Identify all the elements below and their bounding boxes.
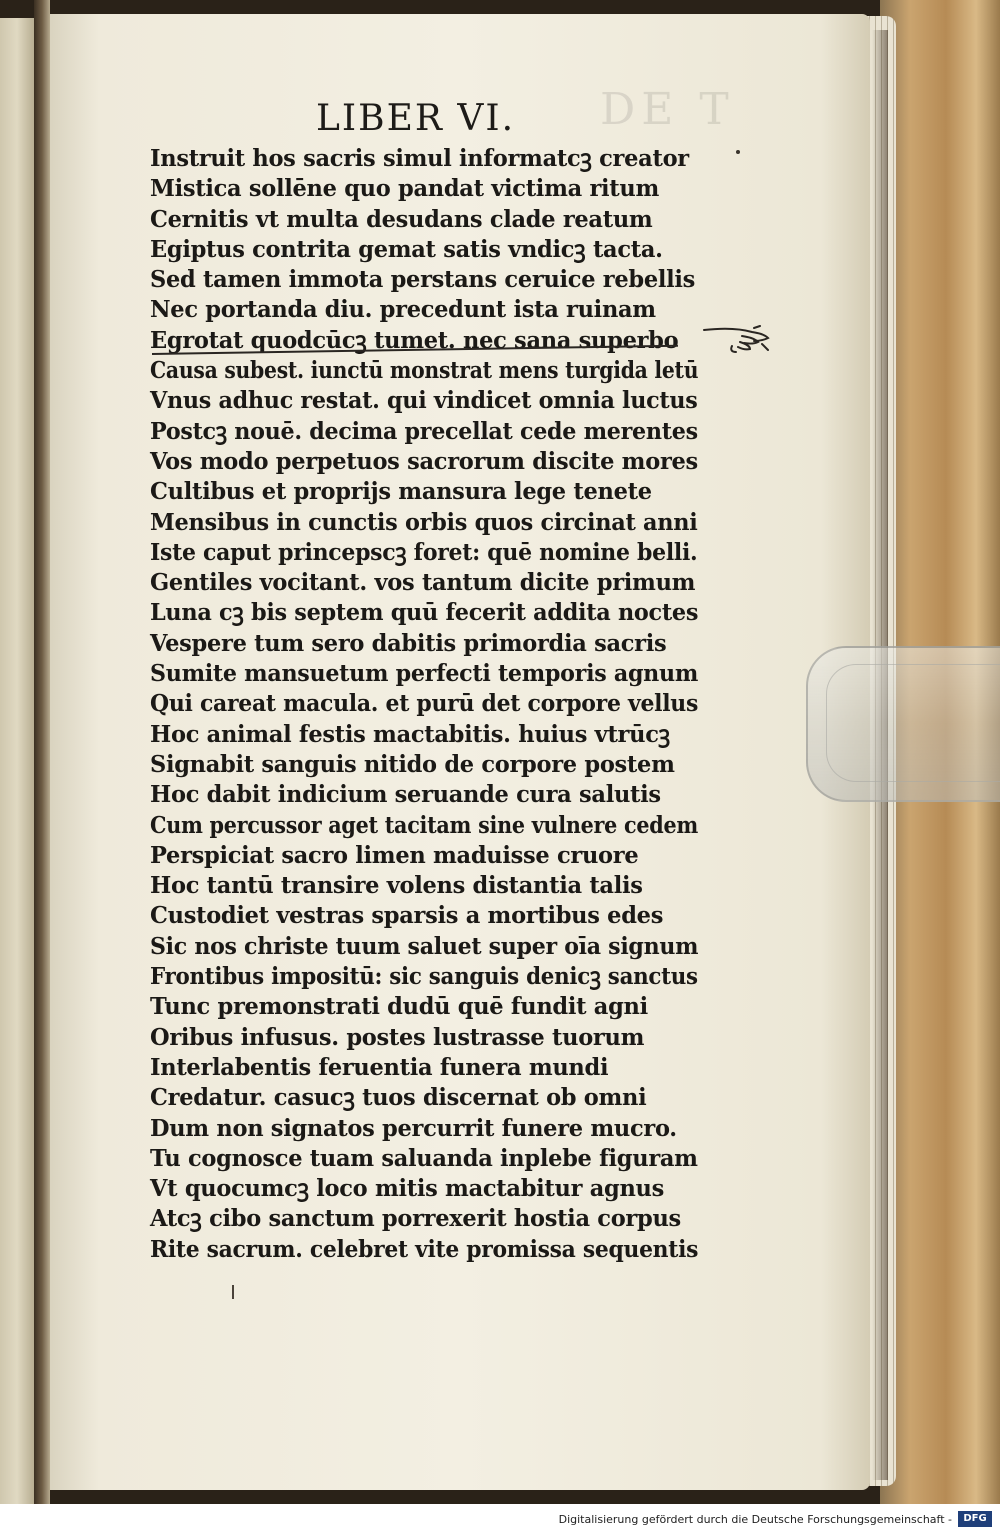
verse-line: Egiptus contrita gemat satis vndicꝫ tacta. <box>150 235 663 263</box>
verse-line: Frontibus impositū: sic sanguis denicꝫ sanctus <box>150 963 698 991</box>
ink-dot-mark <box>736 150 740 154</box>
verse-text-block <box>150 144 710 1265</box>
verse-line: Instruit hos sacris simul informatcꝫ creator <box>150 145 689 172</box>
verse-line: Cum percussor aget tacitam sine vulnere cedem <box>150 811 698 839</box>
verse-line: Vnus adhuc restat. qui vindicet omnia luctus <box>150 387 698 415</box>
verse-line: Atcꝫ cibo sanctum porrexerit hostia corpus <box>150 1205 681 1233</box>
verse-line: Signabit sanguis nitido de corpore postem <box>150 750 675 778</box>
show-through-text: DE T <box>600 84 735 135</box>
verse-line: Custodiet vestras sparsis a mortibus edes <box>150 902 664 930</box>
verse-line: Tu cognosce tuam saluanda inplebe figuram <box>150 1144 698 1172</box>
verse-line: Postcꝫ nouē. decima precellat cede merentes <box>150 417 698 445</box>
verse-line: Egrotat quodcūcꝫ tumet. nec sana superbo <box>150 326 679 354</box>
verse-line: Hoc animal festis mactabitis. huius vtrūcꝫ <box>150 720 670 748</box>
verse-line: Luna cꝫ bis septem quū fecerit addita noctes <box>150 599 699 627</box>
verse-line: Credatur. casucꝫ tuos discernat ob omni <box>150 1084 647 1112</box>
verse-line: Gentiles vocitant. vos tantum dicite primum <box>150 569 696 597</box>
verse-line: Mensibus in cunctis orbis quos circinat anni <box>150 508 698 536</box>
footer-bar <box>0 1504 1000 1536</box>
verse-line: Interlabentis feruentia funera mundi <box>150 1053 609 1081</box>
verse-line: Perspiciat sacro limen maduisse cruore <box>150 841 639 869</box>
ink-foot-mark <box>232 1285 234 1299</box>
verse-line: Sumite mansuetum perfecti temporis agnum <box>150 660 699 688</box>
verse-line: Qui careat macula. et purū det corpore vellus <box>150 690 699 718</box>
verse-line: Vespere tum sero dabitis primordia sacris <box>150 629 667 657</box>
verse-line: Hoc dabit indicium seruande cura salutis <box>150 781 661 809</box>
verse-line: Tunc premonstrati dudū quē fundit agni <box>150 993 648 1021</box>
verse-line: Nec portanda diu. precedunt ista ruinam <box>150 296 656 324</box>
verse-line: Dum non signatos percurrit funere mucro. <box>150 1114 677 1142</box>
verse-line: Cernitis vt multa desudans clade reatum <box>150 205 653 233</box>
verse-line: Sic nos christe tuum saluet super oīa signum <box>150 932 699 960</box>
funding-credit: Digitalisierung gefördert durch die Deutsche Forschungsgemeinschaft - <box>558 1513 952 1526</box>
verse-line: Iste caput princepscꝫ foret: quē nomine belli. <box>150 538 698 566</box>
verse-line: Cultibus et proprijs mansura lege tenete <box>150 478 652 506</box>
verse-line: Vt quocumcꝫ loco mitis mactabitur agnus <box>150 1175 664 1203</box>
previous-page-edge <box>0 18 34 1504</box>
verse-line: Vos modo perpetuos sacrorum discite mores <box>150 447 698 475</box>
verse-line: Oribus infusus. postes lustrasse tuorum <box>150 1023 645 1051</box>
verse-line: Sed tamen immota perstans ceruice rebellis <box>150 266 696 294</box>
verse-line: Causa subest. iunctū monstrat mens turgida letū <box>150 357 699 385</box>
verse-line: Mistica sollēne quo pandat victima ritum <box>150 175 660 203</box>
running-head: LIBER VI. <box>316 98 516 139</box>
dfg-logo: DFG <box>958 1511 992 1527</box>
manicule-icon <box>702 322 774 354</box>
plastic-page-clip-inner <box>826 664 1000 782</box>
verse-line: Rite sacrum. celebret vite promissa sequentis <box>150 1235 699 1263</box>
book-gutter <box>34 0 50 1504</box>
verse-line: Hoc tantū transire volens distantia talis <box>150 872 643 900</box>
